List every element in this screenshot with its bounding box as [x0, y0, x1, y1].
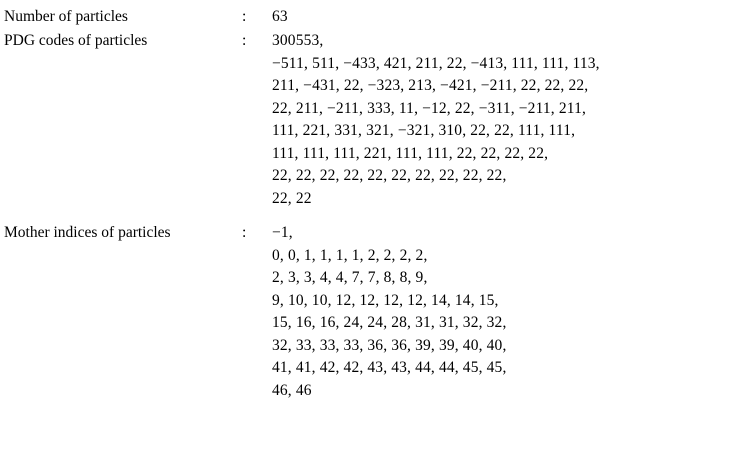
value-line: 111, 111, 111, 221, 111, 111, 22, 22, 22, 22, — [272, 144, 549, 162]
value-line: −511, 511, −433, 421, 211, 22, −413, 111, 111, 113, — [272, 54, 600, 72]
value-line: 9, 10, 10, 12, 12, 12, 12, 14, 14, 15, — [272, 291, 499, 309]
value-line: −1, — [272, 224, 293, 242]
section-spacer — [4, 210, 744, 222]
value-line: 2, 3, 3, 4, 4, 7, 7, 8, 8, 9, — [272, 269, 428, 287]
field-separator: : — [242, 32, 247, 50]
value-line: 22, 22 — [272, 189, 312, 207]
field-separator: : — [242, 8, 247, 25]
value-line: 22, 22, 22, 22, 22, 22, 22, 22, 22, 22, — [272, 167, 507, 185]
value-line: 211, −431, 22, −323, 213, −421, −211, 22, 22, 22, — [272, 77, 589, 95]
value-line: 32, 33, 33, 33, 36, 36, 39, 39, 40, 40, — [272, 336, 507, 354]
value-line: 15, 16, 16, 24, 24, 28, 31, 31, 32, 32, — [272, 314, 507, 332]
value-line: 22, 211, −211, 333, 11, −12, 22, −311, −211, 211, — [272, 99, 586, 117]
value-line: 63 — [272, 8, 288, 25]
entry-mother-indices — [4, 222, 744, 402]
entry-pdg-codes — [4, 30, 744, 210]
field-label: PDG codes of particles — [4, 32, 148, 50]
field-label: Mother indices of particles — [4, 224, 171, 242]
value-line: 300553, — [272, 32, 324, 50]
field-values — [272, 222, 744, 402]
field-separator: : — [242, 224, 247, 242]
value-line: 41, 41, 42, 42, 43, 43, 44, 44, 45, 45, — [272, 359, 507, 377]
entry-number-of-particles — [4, 6, 744, 28]
field-values — [272, 6, 744, 28]
value-line: 46, 46 — [272, 381, 312, 399]
value-line: 0, 0, 1, 1, 1, 1, 2, 2, 2, 2, — [272, 246, 428, 264]
field-label: Number of particles — [4, 8, 128, 25]
field-values — [272, 30, 744, 210]
value-line: 111, 221, 331, 321, −321, 310, 22, 22, 111, 111, — [272, 122, 576, 140]
